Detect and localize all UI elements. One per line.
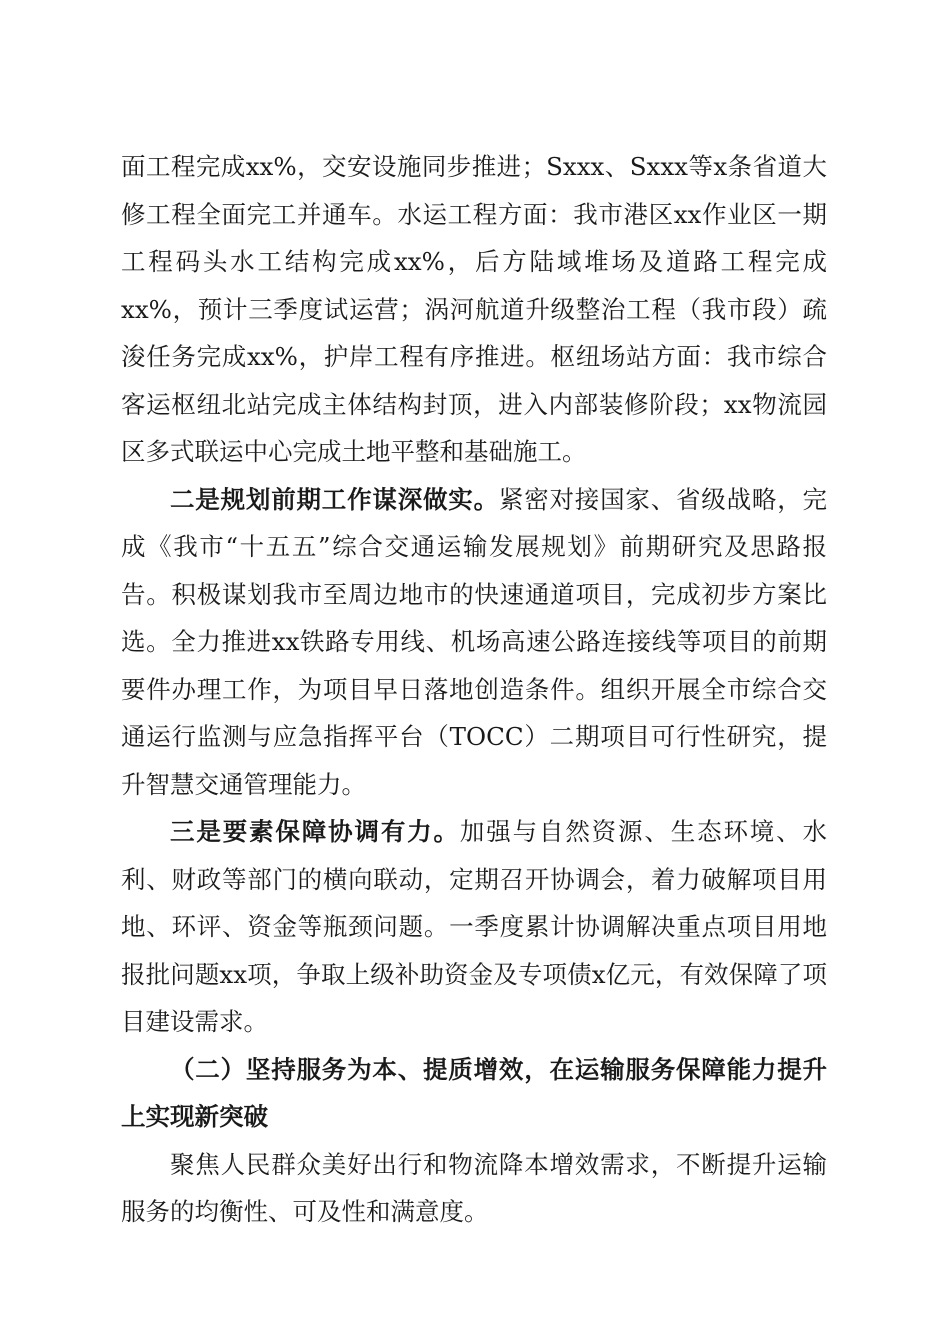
paragraph-lead: 二是规划前期工作谋深做实。 (170, 484, 499, 514)
section-heading: （二）坚持服务为本、提质增效，在运输服务保障能力提升上实现新突破 (121, 1054, 827, 1131)
paragraph-resource-guarantee (121, 808, 827, 1046)
paragraph-planning (121, 476, 827, 809)
paragraph-transport-projects (121, 143, 827, 476)
paragraph-text: 加强与自然资源、生态环境、水利、财政等部门的横向联动，定期召开协调会，着力破解项目用地、环评、资金等瓶颈问题。一季度累计协调解决重点项目用地报批问题xx项，争取上级补助资金及专项债x亿元，有效保障了项目建设需求。 (121, 817, 828, 1036)
paragraph-text: 面工程完成xx%，交安设施同步推进；Sxxx、Sxxx等x条省道大修工程全面完工并通车。水运工程方面：我市港区xx作业区一期工程码头水工结构完成xx%，后方陆域堆场及道路工程完成xx%，预计三季度试运营；涡河航道升级整治工程（我市段）疏浚任务完成xx%，护岸工程有序推进。枢纽场站方面：我市综合客运枢纽北站完成主体结构封顶，进入内部装修阶段；xx物流园区多式联运中心完成土地平整和基础施工。 (121, 152, 827, 466)
document-body (121, 143, 827, 1236)
paragraph-closing: 聚焦人民群众美好出行和物流降本增效需求，不断提升运输服务的均衡性、可及性和满意度。 (121, 1149, 827, 1226)
paragraph-text: 紧密对接国家、省级战略，完成《我市“十五五”综合交通运输发展规划》前期研究及思路报告。积极谋划我市至周边地市的快速通道项目，完成初步方案比选。全力推进xx铁路专用线、机场高速公路连接线等项目的前期要件办理工作，为项目早日落地创造条件。组织开展全市综合交通运行监测与应急指挥平台（TOCC）二期项目可行性研究，提升智慧交通管理能力。 (121, 484, 828, 799)
paragraph-lead: 三是要素保障协调有力。 (170, 817, 460, 846)
